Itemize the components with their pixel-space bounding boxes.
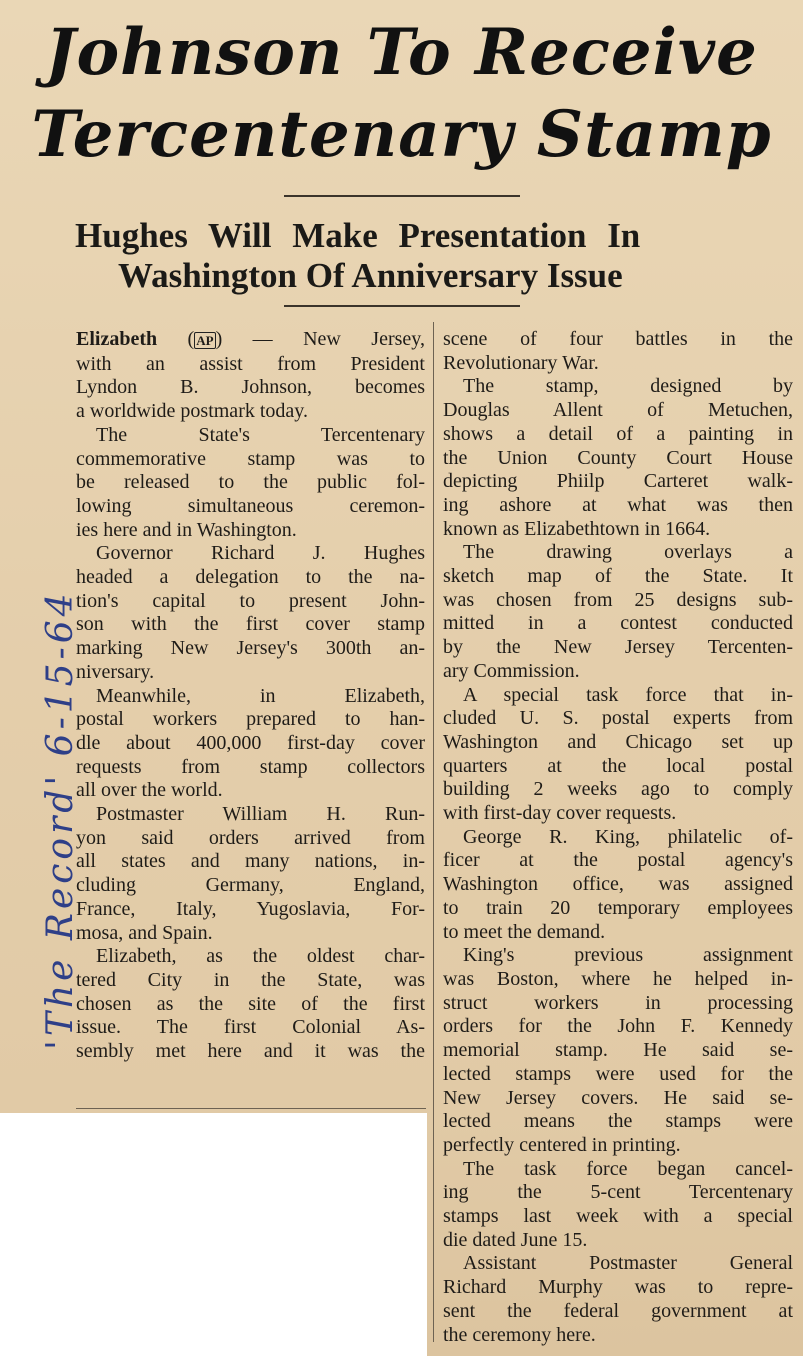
text-line: shows a detail of a painting in <box>443 422 793 445</box>
text-line: all states and many nations, in- <box>76 850 425 873</box>
column-foot-rule <box>76 1108 426 1109</box>
text-line: depicting Phiilp Carteret walk- <box>443 470 793 493</box>
dateline-rest: — New Jersey, <box>222 328 425 350</box>
subhead-rule <box>284 305 520 307</box>
text-line: mosa, and Spain. <box>76 921 213 944</box>
text-line: be released to the public fol- <box>76 471 425 494</box>
headline-rule <box>284 195 520 197</box>
text-line: The stamp, designed by <box>463 375 793 398</box>
dateline: Elizabeth ( AP ) — New Jersey, <box>76 328 425 350</box>
text-line: building 2 weeks ago to comply <box>443 778 793 801</box>
text-line: tion's capital to present John- <box>76 589 425 612</box>
text-line: Elizabeth, as the oldest char- <box>96 945 425 968</box>
text-line: Assistant Postmaster General <box>463 1252 793 1275</box>
text-line: requests from stamp collectors <box>76 755 425 778</box>
headline-line-1: Johnson To Receive <box>45 15 758 90</box>
text-line: sketch map of the State. It <box>443 565 793 588</box>
text-line: chosen as the site of the first <box>76 992 425 1015</box>
column-divider <box>433 322 434 1342</box>
text-line: lected stamps were used for the <box>443 1062 793 1085</box>
right-column-lines <box>443 328 793 1347</box>
text-line: commemorative stamp was to <box>76 447 425 470</box>
text-line: was Boston, where he helped in- <box>443 967 793 990</box>
text-line: mitted in a contest conducted <box>443 612 793 635</box>
text-line: ies here and in Washington. <box>76 518 297 541</box>
text-line: lected means the stamps were <box>443 1110 793 1133</box>
text-line: was chosen from 25 designs sub- <box>443 588 793 611</box>
left-column-lines <box>76 353 425 1064</box>
article-column-right <box>443 328 793 1347</box>
dateline-place: Elizabeth <box>76 328 158 350</box>
text-line: ary Commission. <box>443 659 580 682</box>
text-line: Postmaster William H. Run- <box>96 803 425 826</box>
handwritten-source-note: 'The Record' 6-15-64 <box>40 589 81 1050</box>
text-line: the ceremony here. <box>443 1323 596 1346</box>
text-line: Revolutionary War. <box>443 351 599 374</box>
text-line: all over the world. <box>76 779 223 802</box>
text-line: sent the federal government at <box>443 1299 793 1322</box>
text-line: George R. King, philatelic of- <box>463 825 793 848</box>
text-line: sembly met here and it was the <box>76 1040 425 1063</box>
text-line: scene of four battles in the <box>443 328 793 350</box>
text-line: marking New Jersey's 300th an- <box>76 637 425 660</box>
text-line: the Union County Court House <box>443 446 793 469</box>
text-line: orders for the John F. Kennedy <box>443 1015 793 1038</box>
text-line: ficer at the postal agency's <box>443 849 793 872</box>
text-line: ing the 5-cent Tercentenary <box>443 1181 793 1204</box>
text-line: ing ashore at what was then <box>443 493 793 516</box>
text-line: stamps last week with a special <box>443 1205 793 1228</box>
text-line: issue. The first Colonial As- <box>76 1016 425 1039</box>
text-line: tered City in the State, was <box>76 968 425 991</box>
text-line: New Jersey covers. He said se- <box>443 1086 793 1109</box>
text-line: to meet the demand. <box>443 920 606 943</box>
text-line: The drawing overlays a <box>463 541 793 564</box>
text-line: Richard Murphy was to repre- <box>443 1276 793 1299</box>
text-line: perfectly centered in printing. <box>443 1133 681 1156</box>
text-line: France, Italy, Yugoslavia, For- <box>76 897 425 920</box>
text-line: to train 20 temporary employees <box>443 896 793 919</box>
text-line: dle about 400,000 first-day cover <box>76 731 425 754</box>
text-line: with first-day cover requests. <box>443 802 677 825</box>
text-line: King's previous assignment <box>463 944 793 967</box>
text-line: headed a delegation to the na- <box>76 566 425 589</box>
text-line: postal workers prepared to han- <box>76 708 425 731</box>
text-line: Washington office, was assigned <box>443 873 793 896</box>
text-line: Lyndon B. Johnson, becomes <box>76 376 425 399</box>
text-line: quarters at the local postal <box>443 754 793 777</box>
headline-line-2: Tercentenary Stamp <box>31 97 772 172</box>
text-line: cluded U. S. postal experts from <box>443 707 793 730</box>
text-line: by the New Jersey Tercenten- <box>443 636 793 659</box>
article-column-left <box>76 328 425 1064</box>
text-line: cluding Germany, England, <box>76 874 425 897</box>
subhead-line-1: Hughes Will Make Presentation In <box>75 216 641 255</box>
text-line: A special task force that in- <box>463 683 793 706</box>
text-line: lowing simultaneous ceremon- <box>76 494 425 517</box>
text-line: die dated June 15. <box>443 1228 588 1251</box>
text-line: Governor Richard J. Hughes <box>96 542 425 565</box>
text-line: niversary. <box>76 660 155 683</box>
ap-logo: AP <box>196 333 214 348</box>
text-line: memorial stamp. He said se- <box>443 1039 793 1062</box>
text-line: The State's Tercentenary <box>96 423 425 446</box>
text-line: Douglas Allent of Metuchen, <box>443 399 793 422</box>
text-line: with an assist from President <box>76 352 425 375</box>
text-line: Meanwhile, in Elizabeth, <box>96 684 425 707</box>
text-line: Washington and Chicago set up <box>443 730 793 753</box>
text-line: struct workers in processing <box>443 991 793 1014</box>
text-line: The task force began cancel- <box>463 1157 793 1180</box>
text-line: yon said orders arrived from <box>76 826 425 849</box>
subhead-line-2: Washington Of Anniversary Issue <box>118 256 623 295</box>
text-line: a worldwide postmark today. <box>76 400 308 423</box>
text-line: son with the first cover stamp <box>76 613 425 636</box>
text-line: known as Elizabethtown in 1664. <box>443 517 711 540</box>
